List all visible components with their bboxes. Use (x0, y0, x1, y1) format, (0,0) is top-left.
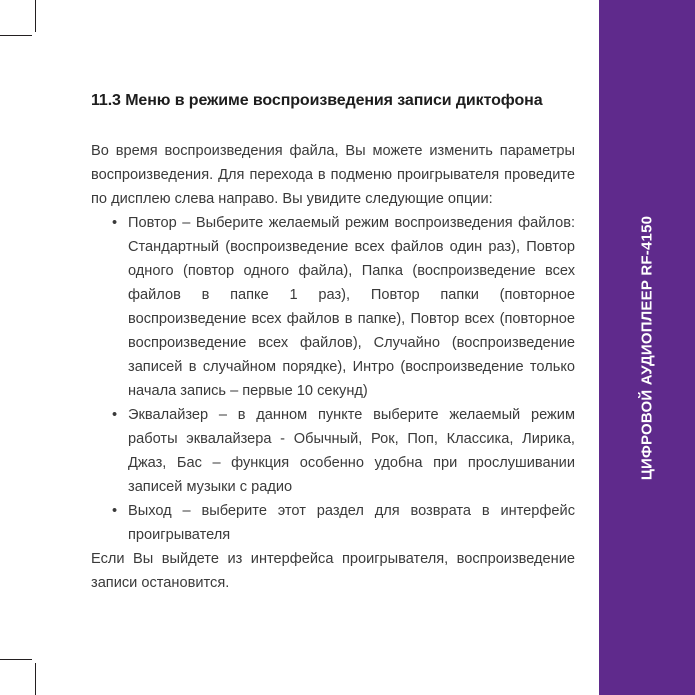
list-item-text: Повтор – Выберите желаемый режим воспроизведения файлов: Стандартный (воспроизведение всех файлов один раз), Повтор одного (повтор одного файла), Папка (воспроизведение всех файлов в папке 1 раз), Повтор папки (повторное воспроизведение всех файлов в папке), Повтор всех (повторное воспроизведение всех файлов), Случайно (воспроизведение записей в случайном порядке), Интро (воспроизведение только начала запись – первые 10 секунд) (128, 215, 575, 399)
crop-mark (35, 663, 36, 695)
outro-paragraph: Если Вы выйдете из интерфейса проигрывателя, воспроизведение записи остановится. (91, 551, 575, 591)
side-band (599, 0, 695, 695)
crop-mark (0, 35, 32, 36)
section-heading: 11.3 Меню в режиме воспроизведения записи диктофона (91, 92, 543, 109)
bullet-icon: • (112, 215, 118, 231)
options-list (91, 211, 575, 547)
bullet-icon: • (112, 503, 118, 519)
side-band-title: ЦИФРОВОЙ АУДИОПЛЕЕР RF-4150 (638, 215, 656, 480)
list-item-equalizer (91, 403, 575, 499)
list-item-text: Эквалайзер – в данном пункте выберите желаемый режим работы эквалайзера - Обычный, Рок, Поп, Классика, Лирика, Джаз, Бас – функция особенно удобна при прослушивании записей музыки с радио (128, 407, 575, 495)
intro-paragraph: Во время воспроизведения файла, Вы можете изменить параметры воспроизведения. Для перехода в подменю проигрывателя проведите по дисплею слева направо. Вы увидите следующие опции: (91, 143, 575, 207)
crop-mark (0, 659, 32, 660)
list-item-repeat (91, 211, 575, 403)
list-item-exit (91, 499, 575, 547)
list-item-text: Выход – выберите этот раздел для возврата в интерфейс проигрывателя (128, 503, 575, 543)
page-content (91, 91, 575, 595)
crop-mark (35, 0, 36, 32)
bullet-icon: • (112, 407, 118, 423)
